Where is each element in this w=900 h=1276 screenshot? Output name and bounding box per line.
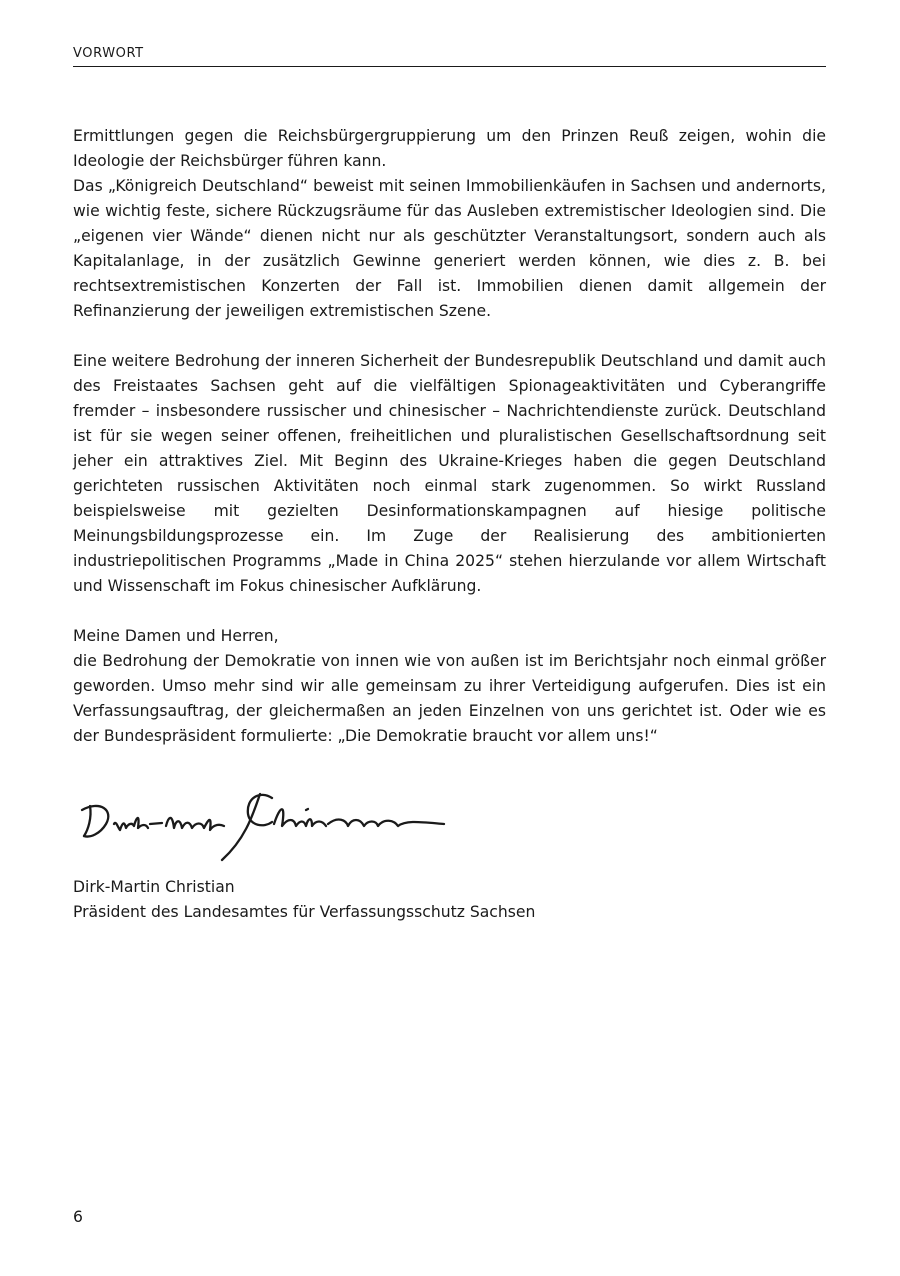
paragraph-spionage: Eine weitere Bedrohung der inneren Sicherheit der Bundesrepublik Deutschland und damit auch des Freistaates Sachsen geht auf die vielfältigen Spionageaktivitäten und Cyberangriffe fremder – insbesondere russischer und chinesischer – Nachrichtendienste zurück. Deutschland ist für sie wegen seiner offenen, freiheitlichen und pluralistischen Gesellschaftsordnung seit jeher ein attraktives Ziel. Mit Beginn des Ukraine-Krieges haben die gegen Deutschland gerichteten russischen Aktivitäten noch einmal stark zugenommen. So wirkt Russland beispielsweise mit gezielten Desinformationskampagnen auf hiesige politische Meinungsbildungsprozesse ein. Im Zuge der Realisierung des ambitionierten industriepolitischen Programms „Made in China 2025“ stehen hierzulande vor allem Wirtschaft und Wissenschaft im Fokus chinesischer Aufklärung. <box>73 352 826 595</box>
signer-title: Präsident des Landesamtes für Verfassungsschutz Sachsen <box>73 903 536 921</box>
section-title: VORWORT <box>73 46 144 61</box>
body-text <box>73 124 826 749</box>
paragraph-koenigreich: Das „Königreich Deutschland“ beweist mit seinen Immobilienkäufen in Sachsen und andernorts, wie wichtig feste, sichere Rückzugsräume für das Ausleben extremistischer Ideologien sind. Die „eigenen vier Wände“ dienen nicht nur als geschützter Veranstaltungsort, sondern auch als Kapitalanlage, in der zusätzlich Gewinne generiert werden können, wie dies z. B. bei rechtsextremistischen Konzerten der Fall ist. Immobilien dienen damit allgemein der Refinanzierung der jeweiligen extremistischen Szene. <box>73 177 826 320</box>
page-number: 6 <box>73 1208 83 1226</box>
paragraph-reichsbuerger: Ermittlungen gegen die Reichsbürgergruppierung um den Prinzen Reuß zeigen, wohin die Ideologie der Reichsbürger führen kann. <box>73 127 826 170</box>
handwritten-signature <box>76 784 456 868</box>
paragraph-gap <box>73 324 826 349</box>
paragraph-demokratie: die Bedrohung der Demokratie von innen wie von außen ist im Berichtsjahr noch einmal größer geworden. Umso mehr sind wir alle gemeinsam zu ihrer Verteidigung aufgerufen. Dies ist ein Verfassungsauftrag, der gleichermaßen an jeden Einzelnen von uns gerichtet ist. Oder wie es der Bundespräsident formulierte: „Die Demokratie braucht vor allem uns!“ <box>73 652 826 745</box>
signer-block <box>73 875 673 925</box>
paragraph-gap <box>73 599 826 624</box>
running-header <box>73 44 826 67</box>
salutation: Meine Damen und Herren, <box>73 627 279 645</box>
signer-name: Dirk-Martin Christian <box>73 878 235 896</box>
